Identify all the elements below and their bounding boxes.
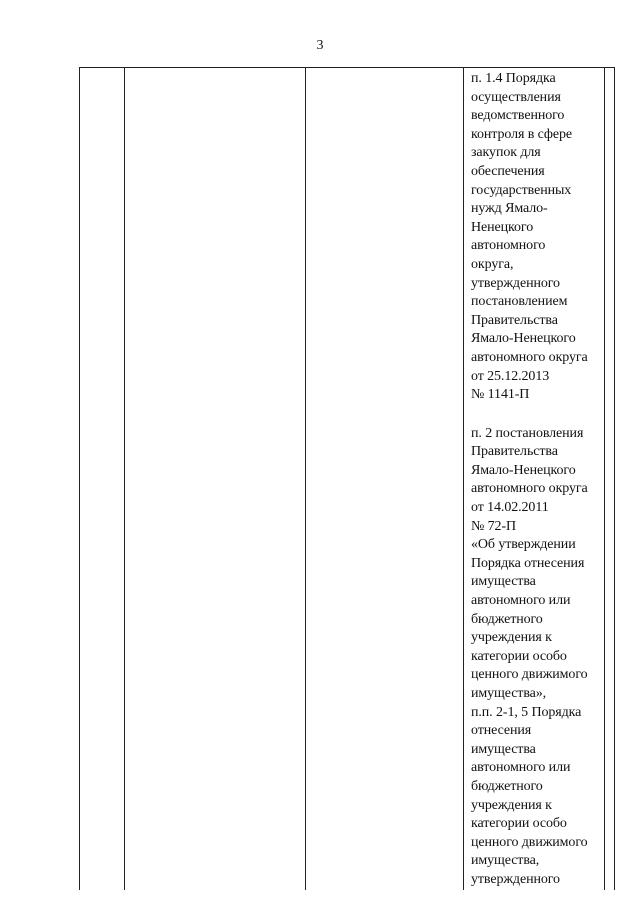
- page-number: 3: [316, 38, 324, 53]
- text-line: категории особо: [471, 648, 567, 664]
- text-line: округа,: [471, 256, 514, 272]
- text-line: Порядка отнесения: [471, 555, 585, 571]
- text-line: автономного округа: [471, 349, 588, 365]
- text-line: ценного движимого: [471, 834, 588, 850]
- regulation-table: [79, 67, 615, 890]
- text-line: учреждения к: [471, 797, 552, 813]
- legal-basis-text: [464, 68, 604, 890]
- paragraph-gap: [471, 405, 600, 425]
- text-line: «Об утверждении: [471, 537, 576, 553]
- text-line: бюджетного: [471, 611, 543, 627]
- text-line: Ненецкого: [471, 219, 534, 235]
- text-line: № 1141-П: [471, 387, 530, 403]
- text-line: Ямало-Ненецкого: [471, 331, 576, 347]
- table-row: [80, 68, 615, 890]
- legal-basis-paragraph-2: [471, 425, 600, 890]
- text-line: автономного или: [471, 760, 571, 776]
- text-line: имущества»,: [471, 686, 547, 701]
- text-line: отнесения: [471, 723, 532, 739]
- text-line: от 14.02.2011: [471, 500, 549, 516]
- text-line: закупок для: [471, 145, 541, 161]
- text-line: п. 1.4 Порядка: [471, 71, 556, 86]
- text-line: Ямало-Ненецкого: [471, 462, 576, 478]
- text-line: ведомственного: [471, 108, 565, 124]
- text-line: п.п. 2-1, 5 Порядка: [471, 704, 582, 720]
- text-line: осуществления: [471, 89, 561, 105]
- text-line: нужд Ямало-: [471, 201, 548, 217]
- legal-basis-paragraph-1: [471, 70, 600, 405]
- table-cell-requirement: [306, 68, 464, 890]
- text-line: государственных: [471, 182, 572, 198]
- table-cell-number: [80, 68, 125, 890]
- text-line: утвержденного: [471, 871, 560, 887]
- text-line: бюджетного: [471, 778, 543, 794]
- text-line: постановлением: [471, 294, 568, 310]
- text-line: контроля в сфере: [471, 126, 573, 142]
- text-line: учреждения к: [471, 630, 552, 646]
- text-line: Правительства: [471, 444, 558, 460]
- text-line: утвержденного: [471, 275, 560, 291]
- text-line: п. 2 постановления: [471, 425, 584, 441]
- text-line: имущества,: [471, 853, 540, 869]
- table-cell-legal-basis: [464, 68, 605, 890]
- text-line: имущества: [471, 741, 536, 757]
- text-line: автономного округа: [471, 481, 588, 497]
- text-line: обеспечения: [471, 163, 545, 179]
- table-cell-note: [605, 68, 615, 890]
- text-line: автономного: [471, 238, 546, 254]
- text-line: Правительства: [471, 312, 558, 328]
- text-line: от 25.12.2013: [471, 368, 550, 384]
- text-line: № 72-П: [471, 518, 517, 534]
- table-cell-name: [125, 68, 306, 890]
- text-line: имущества: [471, 574, 536, 590]
- text-line: автономного или: [471, 593, 571, 609]
- text-line: категории особо: [471, 816, 567, 832]
- text-line: ценного движимого: [471, 667, 588, 683]
